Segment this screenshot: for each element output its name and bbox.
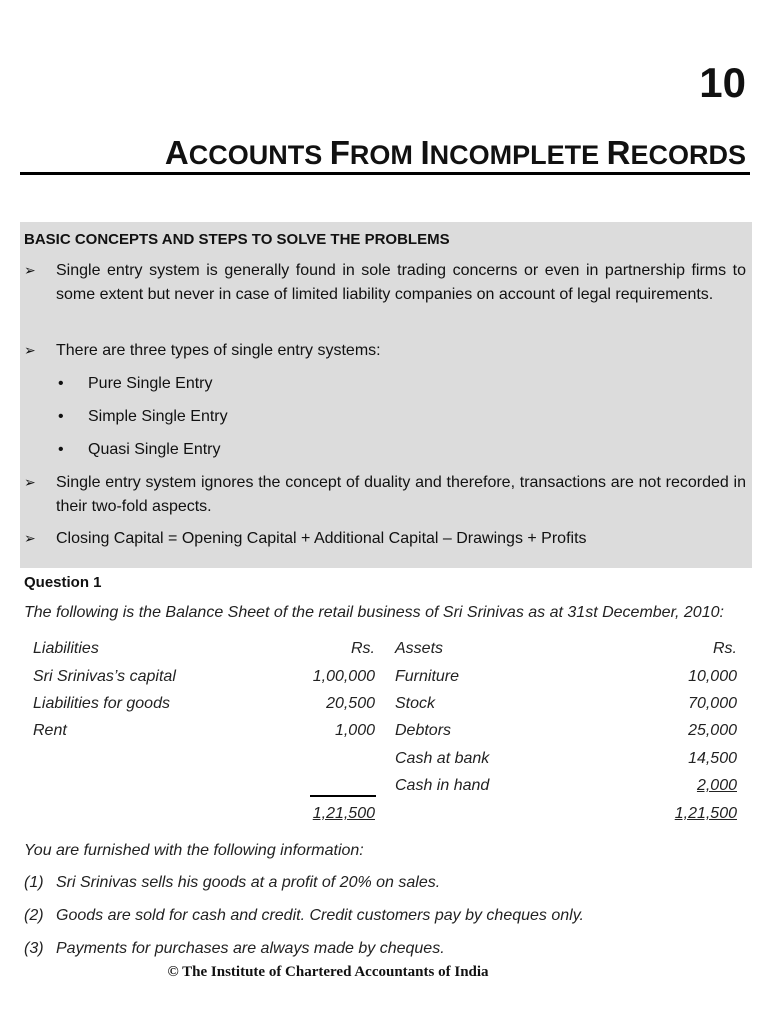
liabilities-header: Liabilities — [33, 640, 99, 657]
question-intro: The following is the Balance Sheet of the retail business of Sri Srinivas as at 31st December, 2010: — [24, 604, 724, 621]
assets-total: 1,21,500 — [674, 805, 737, 822]
asset-name: Debtors — [395, 722, 452, 739]
arrow-bullet-icon: ➢ — [24, 530, 36, 546]
arrow-bullet-icon: ➢ — [24, 342, 36, 358]
assets-rs-header: Rs. — [713, 640, 737, 657]
info-item: (2) Goods are sold for cash and credit. Credit customers pay by cheques only. — [24, 907, 584, 924]
liability-name: Liabilities for goods — [33, 695, 170, 712]
chapter-title — [165, 136, 746, 169]
assets-header: Assets — [395, 640, 444, 657]
furnished-text: You are furnished with the following information: — [24, 842, 364, 859]
copyright-footer: © The Institute of Chartered Accountants of India — [167, 964, 489, 980]
asset-name: Cash in hand — [395, 777, 490, 794]
liability-amount: 1,00,000 — [312, 668, 375, 685]
asset-name: Cash at bank — [395, 750, 490, 767]
arrow-bullet-icon: ➢ — [24, 262, 36, 278]
liability-amount: 1,000 — [334, 722, 375, 739]
bullet-icon: • — [58, 375, 64, 392]
arrow-bullet-icon: ➢ — [24, 474, 36, 490]
title-word: RECORDS — [606, 134, 746, 171]
title-word: ACCOUNTS — [164, 134, 323, 171]
chapter-number: 10 — [699, 59, 746, 106]
info-item: (3) Payments for purchases are always made by cheques. — [24, 940, 445, 957]
concept-point: ➢ There are three types of single entry systems: — [56, 339, 746, 363]
title-divider — [20, 172, 750, 175]
liability-name: Sri Srinivas’s capital — [33, 668, 176, 685]
concepts-heading: BASIC CONCEPTS AND STEPS TO SOLVE THE PROBLEMS — [24, 231, 450, 248]
bullet-icon: • — [58, 408, 64, 425]
asset-amount: 70,000 — [688, 695, 737, 712]
entry-type-item: • Simple Single Entry — [88, 405, 228, 428]
asset-amount: 25,000 — [688, 722, 737, 739]
basic-concepts-box — [20, 222, 752, 568]
asset-amount: 2,000 — [696, 777, 737, 794]
concept-point: ➢ Single entry system is generally found in sole trading concerns or even in partnership firms to some extent but never in case of limited liability companies on account of legal requirements. — [56, 259, 746, 306]
liability-amount: 20,500 — [326, 695, 375, 712]
concept-point: ➢ Closing Capital = Opening Capital + Additional Capital – Drawings + Profits — [56, 527, 746, 551]
entry-type-item: • Quasi Single Entry — [88, 438, 221, 461]
liabilities-rs-header: Rs. — [351, 640, 375, 657]
concept-point: ➢ Single entry system ignores the concept of duality and therefore, transactions are not recorded in their two-fold aspects. — [56, 471, 746, 518]
liabilities-total: 1,21,500 — [312, 805, 375, 822]
asset-name: Stock — [395, 695, 436, 712]
asset-amount: 10,000 — [688, 668, 737, 685]
bullet-icon: • — [58, 441, 64, 458]
asset-amount: 14,500 — [688, 750, 737, 767]
asset-name: Furniture — [395, 668, 460, 685]
liabilities-sum-rule — [310, 795, 376, 797]
info-item: (1) Sri Srinivas sells his goods at a profit of 20% on sales. — [24, 874, 441, 891]
entry-type-item: • Pure Single Entry — [88, 372, 213, 395]
title-word: FROM — [329, 134, 413, 171]
liability-name: Rent — [33, 722, 67, 739]
title-word: INCOMPLETE — [420, 134, 600, 171]
question-heading: Question 1 — [24, 574, 102, 591]
